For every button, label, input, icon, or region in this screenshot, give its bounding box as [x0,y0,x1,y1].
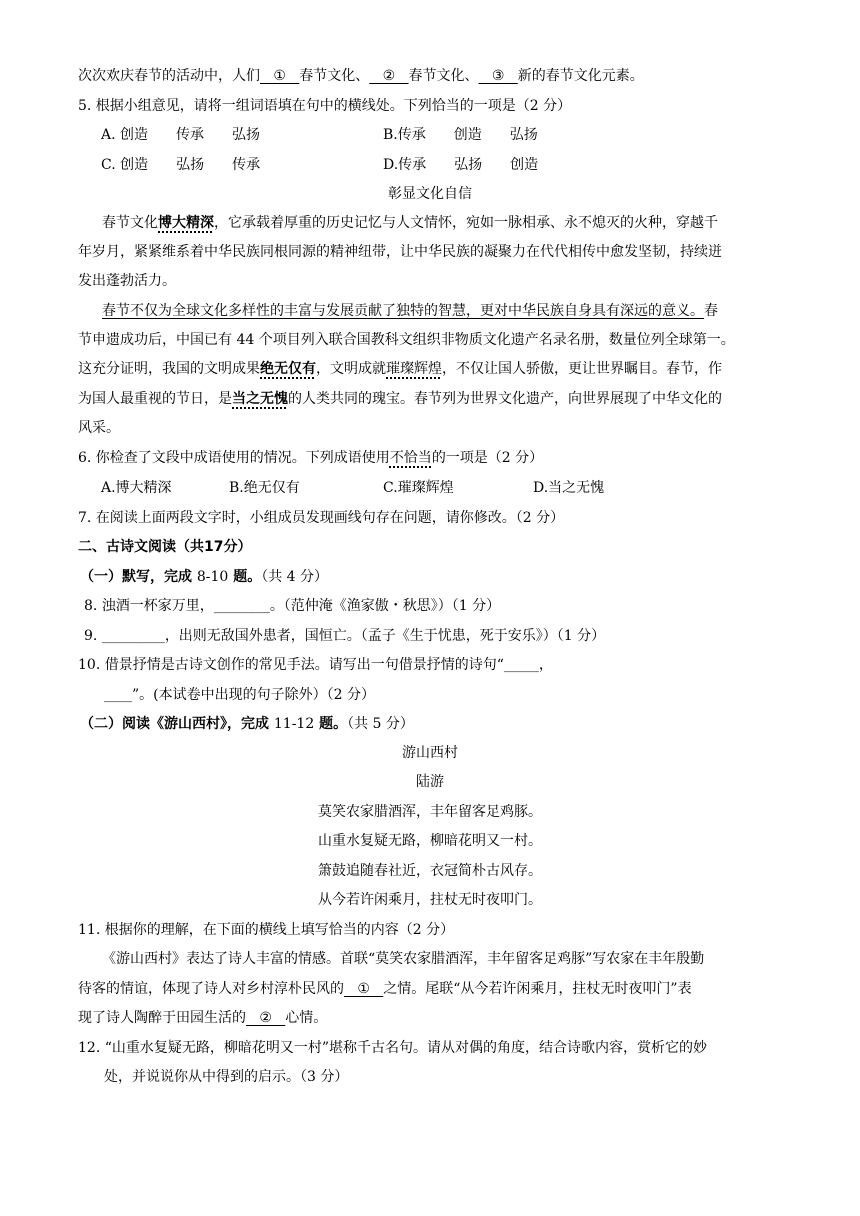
question-11-line1: 《游山西村》表达了诗人丰富的情感。首联“莫笑农家腊酒浑，丰年留客足鸡豚”写农家在丰年殷勤 [102,951,705,967]
answer-blank-2: ② [369,68,409,84]
question-12-line1: 12. “山重水复疑无路，柳暗花明又一村”堪称千古名句。请从对偶的角度，结合诗歌内容，赏析它的妙 [78,1040,708,1056]
question-10-line1: 10. 借景抒情是古诗文创作的常见手法。请写出一句借景抒情的诗句“_____， [78,657,553,673]
question-text: 的一项是（2 分） [431,450,544,466]
part-2-heading [80,714,800,734]
answer-blank-1: ① [260,68,300,84]
question-11-line3 [78,1008,800,1028]
passage-text: 春节文化 [102,215,158,231]
question-8 [84,596,800,616]
part-heading-score: （共 4 分） [261,569,329,585]
idiom-juewujinyou: 绝无仅有 [260,361,316,377]
question-6-option-c: C.璀璨辉煌 [383,480,454,496]
answer-blank-2: ② [246,1010,286,1026]
question-5-option-a: A. 创造 传承 弘扬 [101,127,261,143]
part-heading-range: 8-10 [196,569,229,585]
passage-text: 为国人最重视的节日，是 [78,391,232,407]
emphasis-buqiadang: 不恰当 [389,450,432,466]
passage-title: 彰显文化自信 [388,186,472,202]
question-text: 6. 你检查了文段中成语使用的情况。下列成语使用 [78,450,390,466]
question-6-option-a: A.博大精深 [101,480,172,496]
question-11-line2 [78,979,800,999]
idiom-bodajingshen: 博大精深 [158,215,214,231]
passage-p1-line1 [102,213,800,233]
question-11-stem: 11. 根据你的理解，在下面的横线上填写恰当的内容（2 分） [78,922,455,938]
question-7-stem: 7. 在阅读上面两段文字时，小组成员发现画线句存在问题，请你修改。（2 分） [78,510,565,526]
intro-text-c: 春节文化、 [299,68,370,84]
passage-p1-line3: 发出蓬勃活力。 [78,273,176,289]
poem-line: 从今若许闲乘月，拄杖无时夜叩门。 [318,892,542,908]
question-6-option-d: D.当之无愧 [533,480,605,496]
idiom-dangzhiwukui: 当之无愧 [232,391,288,407]
passage-text: 的人类共同的瑰宝。春节列为世界文化遗产，向世界展现了中华文化的 [288,391,722,407]
passage-p2-line5: 风采。 [78,420,120,436]
passage-p2-line2: 节申遗成功后，中国已有 44 个项目列入联合国教科文组织非物质文化遗产名录名册，数量位列全球第一。 [78,332,735,348]
question-9 [84,626,800,646]
part-heading-score: （共 5 分） [347,716,414,732]
answer-blank: _________ [101,628,165,644]
part-heading-text: （一）默写，完成 [80,569,197,585]
question-text: 9. [84,628,102,644]
poem-line: 箫鼓追随春社近，衣冠简朴古风存。 [318,863,542,879]
question-text: 待客的情谊，体现了诗人对乡村淳朴民风的 [78,981,344,997]
idiom-cuicanhuihuang: 璀璨辉煌 [386,361,442,377]
section-2-heading: 二、古诗文阅读（共17分） [78,539,252,555]
poem-title: 游山西村 [402,745,458,761]
passage-p2-line4 [78,389,800,409]
answer-blank-3: ③ [478,68,518,84]
passage-p2-line1 [102,301,800,321]
question-text: 。（范仲淹《渔家傲・秋思》）（1 分） [269,598,501,614]
question-10-line2: ____”。(本试卷中出现的句子除外）（2 分） [104,687,375,703]
passage-p1-line2: 年岁月，紧紧维系着中华民族同根同源的精神纽带，让中华民族的凝聚力在代代相传中愈发坚韧，持续迸 [78,244,722,260]
poem-line: 莫笑农家腊酒浑，丰年留客足鸡豚。 [318,804,542,820]
part-heading-range: 11-12 [273,716,315,732]
question-5-option-d: D.传承 弘扬 创造 [383,157,539,173]
passage-text: ，不仅让国人骄傲，更让世界瞩目。春节，作 [442,361,722,377]
question-5-option-b: B.传承 创造 弘扬 [383,127,538,143]
passage-p2-line3 [78,359,800,379]
question-6-stem [78,448,800,468]
passage-text: ，文明成就 [316,361,386,377]
answer-blank: ________ [213,598,270,614]
question-text: ，出则无敌国外患者，国恒亡。（孟子《生于忧患，死于安乐》）（1 分） [164,628,606,644]
intro-text-d: 春节文化、 [408,68,479,84]
poem-line: 山重水复疑无路，柳暗花明又一村。 [318,833,542,849]
passage-text: ，它承载着厚重的历史记忆与人文情怀，宛如一脉相承、永不熄灭的火种，穿越千 [214,215,718,231]
passage-text: 春 [704,303,718,319]
question-12-line2: 处，并说说你从中得到的启示。（3 分） [104,1069,349,1085]
poem-author: 陆游 [416,774,444,790]
question-text: 8. 浊酒一杯家万里， [84,598,214,614]
question-text: 心情。 [285,1010,328,1026]
question-5-option-c: C. 创造 弘扬 传承 [101,157,261,173]
answer-blank-1: ① [344,981,384,997]
question-text: 之情。尾联“从今若许闲乘月，拄杖无时夜叩门”表 [383,981,692,997]
intro-text-a: 次次欢庆春节的活动中，人们 [78,68,260,84]
part-heading-text: 题。 [314,716,348,732]
passage-text: 这充分证明，我国的文明成果 [78,361,260,377]
part-heading-text: 题。 [228,569,262,585]
underlined-sentence: 春节不仅为全球文化多样性的丰富与发展贡献了独特的智慧，更对中华民族自身具有深远的意义。 [102,303,704,319]
question-text: 现了诗人陶醉于田园生活的 [78,1010,246,1026]
question-6-option-b: B.绝无仅有 [229,480,300,496]
intro-text-e: 新的春节文化元素。 [517,68,644,84]
part-heading-text: （二）阅读《游山西村》，完成 [80,716,274,732]
intro-line [78,66,800,86]
question-5-stem: 5. 根据小组意见，请将一组词语填在句中的横线处。下列恰当的一项是（2 分） [78,98,572,114]
part-1-heading [80,567,800,587]
